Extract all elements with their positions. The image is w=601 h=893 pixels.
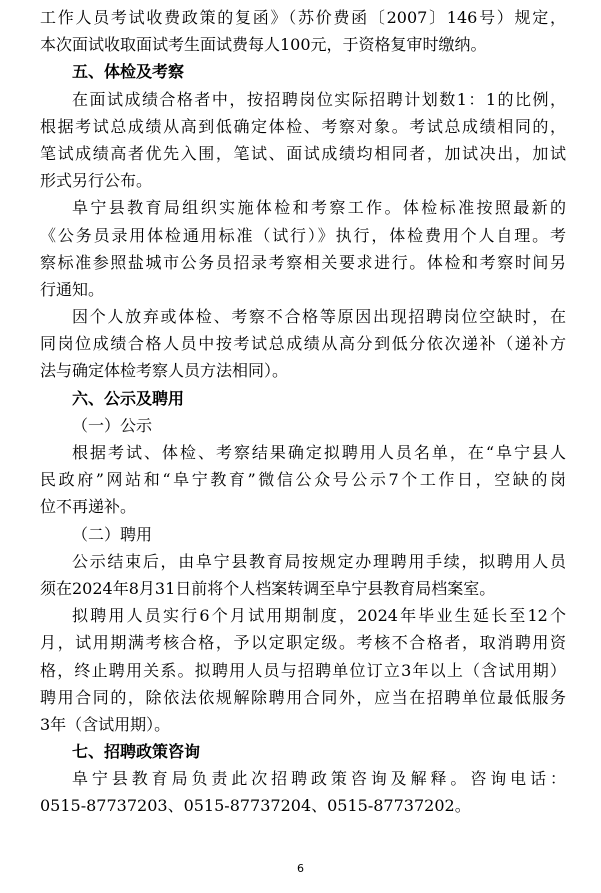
text-line: 《公务员录用体检通用标准（试行）》执行，体检费用个人自理。考 [40,225,566,245]
text-line: 工作人员考试收费政策的复函》（苏价费函〔2007〕146号）规定， [40,8,566,27]
page-number: 6 [297,862,304,875]
document-body [40,4,566,820]
text-line: 3年（含试用期）。 [40,714,171,734]
text-line: 形式另行公布。 [40,171,153,191]
text-line: 同岗位成绩合格人员中按考试总成绩从高分到低分依次递补（递补方 [40,334,566,354]
text-line: 月，试用期满考核合格，予以定职定级。考核不合格者，取消聘用资 [40,633,566,653]
subsection-heading-employment: （二）聘用 [72,524,153,544]
section-heading-6: 六、公示及聘用 [72,388,185,408]
text-line: 须在2024年8月31日前将个人档案转调至阜宁县教育局档案室。 [40,578,496,598]
section-heading-5: 五、体检及考察 [72,62,185,82]
text-line: 聘用合同的，除依法依规解除聘用合同外，应当在招聘单位最低服务 [40,687,566,707]
text-line: 察标准参照盐城市公务员招录考察相关要求进行。体检和考察时间另 [40,252,566,272]
text-line: 格，终止聘用关系。拟聘用人员与招聘单位订立3年以上（含试用期） [40,660,566,680]
text-line: 0515-87737203、0515-87737204、0515-87737202。 [40,796,471,816]
text-line: 在面试成绩合格者中，按招聘岗位实际招聘计划数1：1的比例， [72,89,566,109]
text-line: 因个人放弃或体检、考察不合格等原因出现招聘岗位空缺时，在 [72,307,566,327]
text-line: 笔试成绩高者优先入围，笔试、面试成绩均相同者，加试决出，加试 [40,143,566,163]
text-line: 本次面试收取面试考生面试费每人100元，于资格复审时缴纳。 [40,35,487,55]
text-line: 根据考试、体检、考察结果确定拟聘用人员名单，在“阜宁县人 [72,443,566,462]
text-line: 根据考试总成绩从高到低确定体检、考察对象。考试总成绩相同的， [40,116,566,136]
text-line: 位不再递补。 [40,497,137,517]
text-line: 阜宁县教育局负责此次招聘政策咨询及解释。咨询电话： [72,769,566,789]
text-line: 法与确定体检考察人员方法相同）。 [40,361,289,381]
text-line: 民政府”网站和“阜宁教育”微信公众号公示7个工作日，空缺的岗 [40,470,566,490]
text-line: 阜宁县教育局组织实施体检和考察工作。体检标准按照最新的 [72,198,566,218]
text-line: 拟聘用人员实行6个月试用期制度，2024年毕业生延长至12个 [72,606,566,626]
section-heading-7: 七、招聘政策咨询 [72,742,201,762]
text-line: 行通知。 [40,279,105,299]
subsection-heading-publicity: （一）公示 [72,415,153,435]
text-line: 公示结束后，由阜宁县教育局按规定办理聘用手续，拟聘用人员 [72,551,566,571]
